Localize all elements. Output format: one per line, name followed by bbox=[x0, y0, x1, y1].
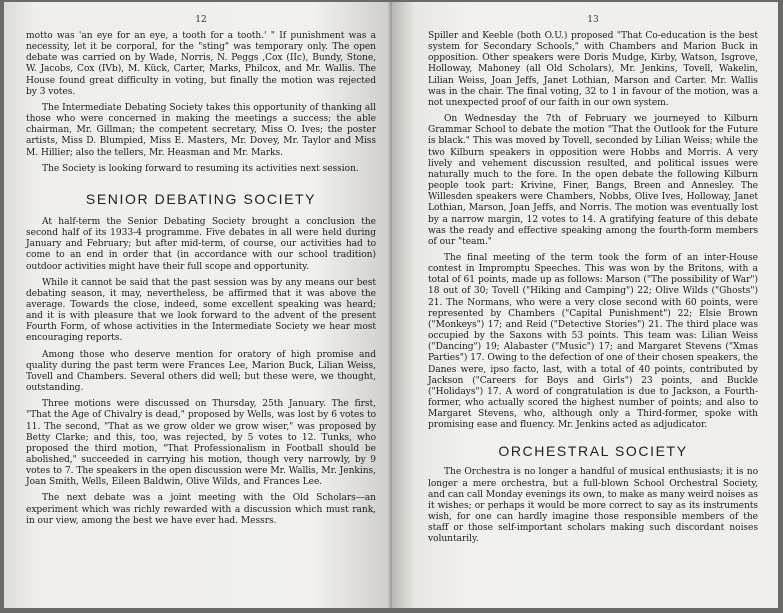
paragraph: The Orchestra is no longer a handful of musical enthusiasts; it is no longer a mere orchestra, but a full-blown School Orchestral Society, and can call Monday evenings its own, to make as many weird noises as it wishes; or perhaps it would be more correct to say as its instruments wish, for one can hardly imagine those responsible members of the staff or those self-important scholars making such discordant noises voluntarily. bbox=[428, 467, 758, 545]
paragraph: At half-term the Senior Debating Society brought a conclusion the second half of its 1933-4 programme. Five debates in all were held during January and February; but after mid-term, of course, our activities had to come to an end in order that (in accordance with our school tradition) outdoor activities might have their full scope and opportunity. bbox=[26, 216, 376, 272]
right-page bbox=[392, 2, 778, 608]
paragraph: Among those who deserve mention for oratory of high promise and quality during the past term were Frances Lee, Marion Buck, Lilian Weiss, Tovell and Chambers. Several others did well; but these were, we thought, outstanding. bbox=[26, 349, 376, 394]
paragraph: Three motions were discussed on Thursday, 25th January. The first, "That the Age of Chivalry is dead," proposed by Wells, was lost by 6 votes to 11. The second, "That as we grow older we grow wiser," was proposed by Betty Clarke; and this, too, was rejected, by 5 votes to 12. Tunks, who proposed the third motion, "That Professionalism in Football should be abolished," succeeded in carrying his motion, though very narrowly, by 9 votes to 7. The speakers in the open discussion were Mr. Wallis, Mr. Jenkins, Joan Smith, Wells, Eileen Baldwin, Olive Wilds, and Frances Lee. bbox=[26, 399, 376, 488]
section-heading-senior-debating: SENIOR DEBATING SOCIETY bbox=[85, 190, 317, 207]
page-number-left: 12 bbox=[195, 15, 207, 25]
paragraph: On Wednesday the 7th of February we journeyed to Kilburn Grammar School to debate the motion "That the Outlook for the Future is black." This was moved by Tovell, seconded by Lilian Weiss; while the two Kilburn speakers in opposition were Hobbs and Morris. A very lively and vehement discussion resulted, and political issues were naturally much to the fore. In the open debate the following Kilburn people took part: Krivine, Finer, Bangs, Breen and Annesley. The Willesden speakers were Chambers, Nobbs, Olive Ives, Holloway, Janet Lothian, Marson, Joan Jeffs, and Norris. The motion was eventually lost by a narrow margin, 12 votes to 14. A gratifying feature of this debate was the ready and effective speaking among the fourth-form members of our "team." bbox=[428, 114, 758, 247]
paragraph: The Society is looking forward to resuming its activities next session. bbox=[42, 163, 359, 174]
paragraph: The final meeting of the term took the form of an inter-House contest in Impromptu Speeches. This was won by the Britons, with a total of 61 points, made up as follows: Marson ("The possibility of War") 18 out of 30; Tovell ("Hiking and Camping") 22; Olive Wilds ("Ghosts") 21. The Normans, who were a very close second with 60 points, were represented by Chambers ("Capital Punishment") 22; Elsie Brown ("Monkeys") 17; and Reid ("Detective Stories") 21. The third place was occupied by the Saxons with 53 points. This team was: Lilian Weiss ("Dancing") 19; Alabaster ("Music") 17; and Margaret Stevens ("Xmas Parties") 17. Owing to the defection of one of their chosen speakers, the Danes were, ipso facto, last, with a total of 40 points, contributed by Jackson ("Careers for Boys and Girls") 23 points, and Buckle ("Holidays") 17. A word of congratulation is due to Jackson, a Fourth-former, who actually scored the highest number of points; and also to Margaret Stevens, who, although only a Third-former, spoke with promising ease and fluency. Mr. Jenkins acted as adjudicator. bbox=[428, 252, 758, 431]
left-page bbox=[4, 2, 392, 608]
paragraph: The next debate was a joint meeting with the Old Scholars—an experiment which was richly rewarded with a discussion which must rank, in our view, among the best we have ever had. Messrs. bbox=[26, 493, 376, 526]
page-number-right: 13 bbox=[587, 15, 599, 25]
paragraph: The Intermediate Debating Society takes this opportunity of thanking all those who were concerned in making the meetings a success; the able chairman, Mr. Gillman; the competent secretary, Miss O. Ives; the poster artists, Miss D. Blumpied, Miss E. Masters, Mr. Dovey, Mr. Taylor and Miss M. Hillier; also the tellers, Mr. Heasman and Mr. Marks. bbox=[26, 102, 376, 158]
paragraph: Spiller and Keeble (both O.U.) proposed "That Co-education is the best system for Secondary Schools," with Chambers and Marion Buck in opposition. Other speakers were Doris Mudge, Kirby, Watson, Isgrove, Holloway, Mahoney (all Old Scholars), Mr. Jenkins, Tovell, Wakelin, Lilian Weiss, Joan Jeffs, Janet Lothian, Marson and Carter. Mr. Wallis was in the chair. The final voting, 32 to 1 in favour of the motion, was a not unexpected proof of our faith in our own system. bbox=[428, 31, 758, 108]
paragraph: motto was 'an eye for an eye, a tooth for a tooth.' " If punishment was a necessity, let it be corporal, for the "sting" was temporary only. The open debate was carried on by Wade, Norris, N. Peggs ,Cox (IIc), Bundy, Stone, W. Jacobs, Cox (IVb), M. Kück, Carter, Marks, Philcox, and Mr. Wallis. The House found great difficulty in voting, but finally the motion was rejected by 3 votes. bbox=[26, 31, 376, 97]
section-heading-orchestral: ORCHESTRAL SOCIETY bbox=[498, 443, 688, 460]
paragraph: While it cannot be said that the past session was by any means our best debating season, it may, nevertheless, be affirmed that it was above the average. Towards the close, indeed, some excellent speaking was heard; and it is with pleasure that we look forward to the advent of the present Fourth Form, of whose activities in the Intermediate Society we hear most encouraging reports. bbox=[26, 277, 376, 344]
